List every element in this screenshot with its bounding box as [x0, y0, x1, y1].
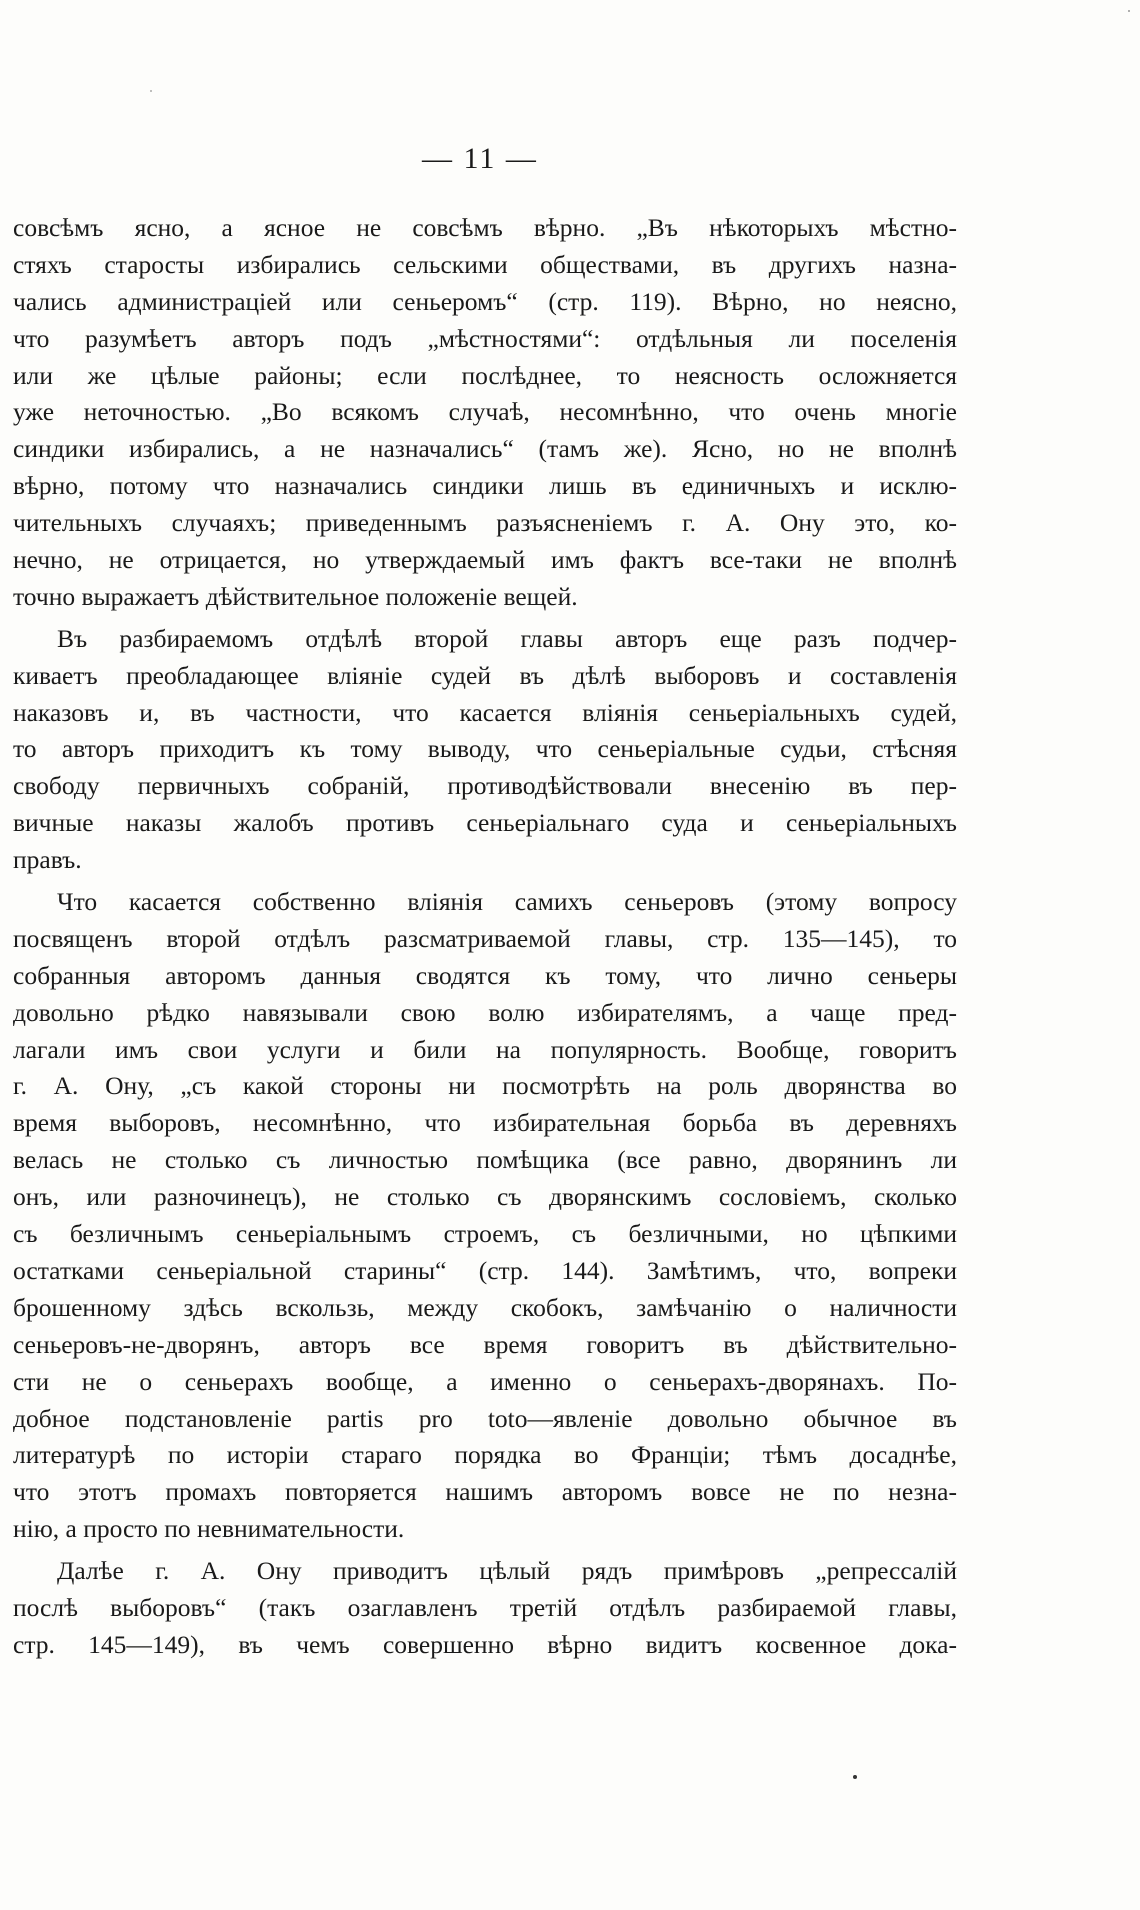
text-line: Далѣе г. А. Ону приводитъ цѣлый рядъ примѣровъ „репрессалій: [57, 1556, 957, 1586]
paragraph-3: [13, 884, 957, 1548]
text-line: добное подстановленіе partis pro toto—явленіе довольно обычное въ: [13, 1403, 957, 1433]
scan-speck: [1128, 10, 1130, 12]
scan-speck: [150, 90, 152, 92]
text-line: собранныя авторомъ данныя сводятся къ тому, что лично сеньеры: [13, 960, 957, 990]
text-line: послѣ выборовъ“ (такъ озаглавленъ третій отдѣлъ разбираемой главы,: [13, 1592, 957, 1622]
text-line: велась не столько съ личностью помѣщика (все равно, дворянинъ ли: [13, 1145, 957, 1175]
text-line: нечно, не отрицается, но утверждаемый имъ фактъ все-таки не вполнѣ: [13, 545, 957, 575]
text-line: то авторъ приходитъ къ тому выводу, что сеньеріальные судьи, стѣсняя: [13, 734, 957, 764]
text-line: Въ разбираемомъ отдѣлѣ второй главы авторъ еще разъ подчер-: [57, 623, 957, 653]
text-line: брошенному здѣсь вскользь, между скобокъ, замѣчанію о наличности: [13, 1292, 957, 1322]
text-line: правъ.: [13, 845, 82, 875]
text-line: довольно рѣдко навязывали свою волю избирателямъ, а чаще пред-: [13, 997, 957, 1027]
page-number: — 11 —: [422, 142, 538, 175]
text-line: лагали имъ свои услуги и били на популярность. Вообще, говоритъ: [13, 1034, 957, 1064]
text-line: что этотъ промахъ повторяется нашимъ авторомъ вовсе не по незна-: [13, 1477, 957, 1507]
text-line: г. А. Ону, „съ какой стороны ни посмотрѣть на роль дворянства во: [13, 1071, 957, 1101]
text-line: синдики избирались, а не назначались“ (тамъ же). Ясно, но не вполнѣ: [13, 434, 957, 464]
text-line: онъ, или разночинецъ), не столько съ дворянскимъ сословіемъ, сколько: [13, 1182, 957, 1212]
text-line: сеньеровъ-не-дворянъ, авторъ все время говоритъ въ дѣйствительно-: [13, 1329, 957, 1359]
text-line: съ безличнымъ сеньеріальнымъ строемъ, съ безличными, но цѣпкими: [13, 1219, 957, 1249]
text-line: уже неточностью. „Во всякомъ случаѣ, несомнѣнно, что очень многіе: [13, 397, 957, 427]
text-line: вѣрно, потому что назначались синдики лишь въ единичныхъ и исклю-: [13, 471, 957, 501]
text-line: чительныхъ случаяхъ; приведеннымъ разъясненіемъ г. А. Ону это, ко-: [13, 508, 957, 538]
paragraph-2: [13, 621, 957, 879]
text-line: стяхъ старосты избирались сельскими обществами, въ другихъ назна-: [13, 249, 957, 279]
text-line: литературѣ по исторіи стараго порядка во Франціи; тѣмъ досаднѣе,: [13, 1440, 957, 1470]
text-line: точно выражаетъ дѣйствительное положеніе вещей.: [13, 581, 578, 611]
text-line: сти не о сеньерахъ вообще, а именно о сеньерахъ-дворянахъ. По-: [13, 1366, 957, 1396]
text-line: совсѣмъ ясно, а ясное не совсѣмъ вѣрно. „Въ нѣкоторыхъ мѣстно-: [13, 213, 957, 242]
text-line: вичные наказы жалобъ противъ сеньеріальнаго суда и сеньеріальныхъ: [13, 808, 957, 838]
scan-speck: [853, 1775, 857, 1779]
text-line: чались администраціей или сеньеромъ“ (стр. 119). Вѣрно, но неясно,: [13, 286, 957, 316]
text-line: Что касается собственно вліянія самихъ сеньеровъ (этому вопросу: [57, 887, 957, 917]
text-line: стр. 145—149), въ чемъ совершенно вѣрно видитъ косвенное дока-: [13, 1629, 957, 1659]
text-line: свободу первичныхъ собраній, противодѣйствовали внесенію въ пер-: [13, 771, 957, 801]
text-line: или же цѣлые районы; если послѣднее, то неясность осложняется: [13, 360, 957, 390]
text-line: киваетъ преобладающее вліяніе судей въ дѣлѣ выборовъ и составленія: [13, 660, 957, 690]
paragraph-4: [13, 1553, 957, 1664]
text-line: время выборовъ, несомнѣнно, что избирательная борьба въ деревняхъ: [13, 1108, 957, 1138]
text-line: что разумѣетъ авторъ подъ „мѣстностями“: отдѣльныя ли поселенія: [13, 323, 957, 353]
body-text: [13, 210, 957, 1664]
text-line: нію, а просто по невнимательности.: [13, 1514, 405, 1544]
text-line: наказовъ и, въ частности, что касается вліянія сеньеріальныхъ судей,: [13, 697, 957, 727]
text-line: посвященъ второй отдѣлъ разсматриваемой главы, стр. 135—145), то: [13, 923, 957, 953]
text-line: остатками сеньеріальной старины“ (стр. 144). Замѣтимъ, что, вопреки: [13, 1255, 957, 1285]
paragraph-1: [13, 210, 957, 616]
